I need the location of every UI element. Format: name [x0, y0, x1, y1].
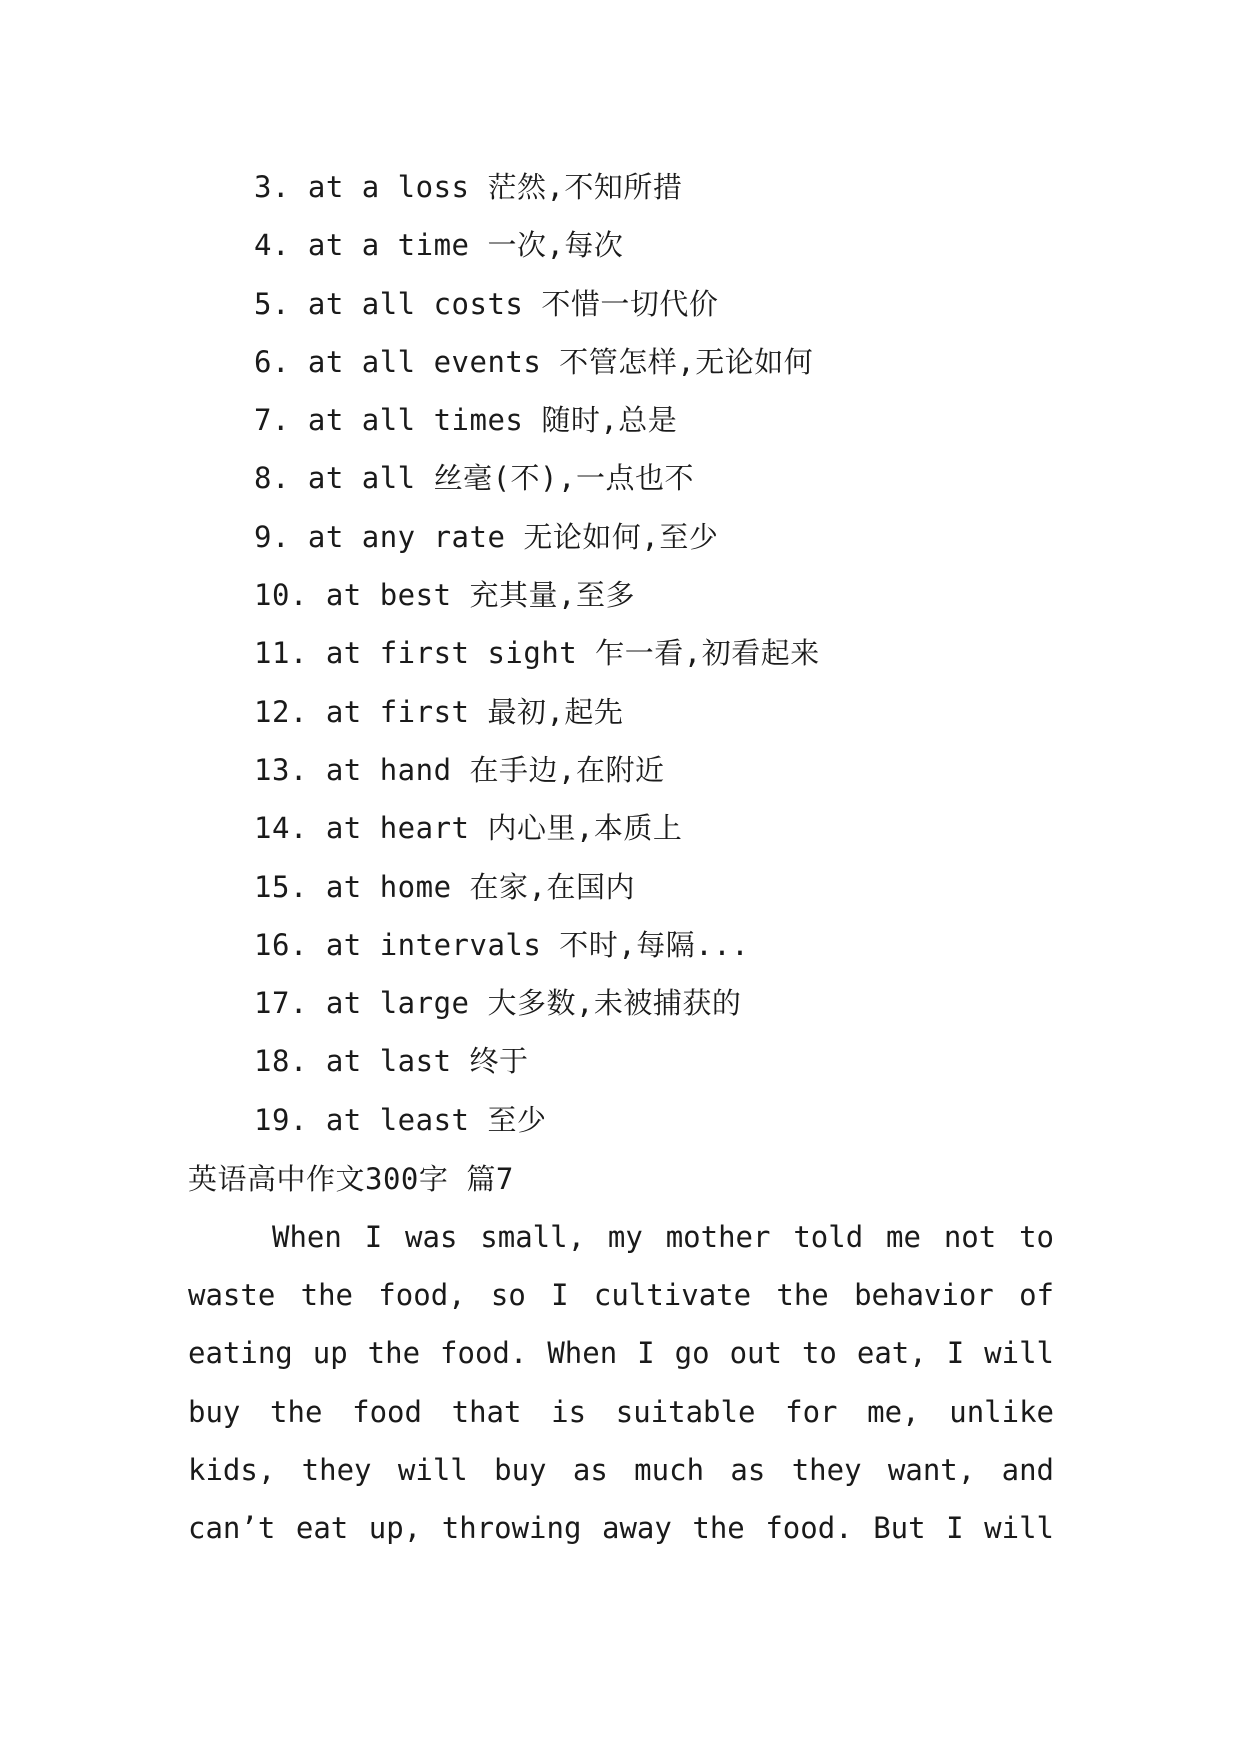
essay-line: waste the food, so I cultivate the behavior of — [188, 1278, 1054, 1313]
essay-line: kids, they will buy as much as they want, and — [188, 1452, 1054, 1487]
phrase-item: 19. at least 至少 — [254, 1102, 547, 1137]
phrase-item: 4. at a time 一次,每次 — [254, 228, 624, 263]
essay-line: buy the food that is suitable for me, unlike — [188, 1394, 1054, 1429]
phrase-item: 5. at all costs 不惜一切代价 — [254, 286, 719, 321]
essay-paragraph — [188, 1208, 1054, 1557]
phrase-item: 10. at best 充其量,至多 — [254, 578, 635, 613]
essay-line: can’t eat up, throwing away the food. But I will — [188, 1510, 1054, 1545]
section-heading: 英语高中作文300字 篇7 — [188, 1162, 514, 1196]
phrase-item: 12. at first 最初,起先 — [254, 694, 624, 729]
essay-line: eating up the food. When I go out to eat, I will — [188, 1336, 1054, 1371]
phrase-item: 8. at all 丝毫(不),一点也不 — [254, 461, 694, 496]
phrase-item: 17. at large 大多数,未被捕获的 — [254, 986, 742, 1021]
phrase-item: 13. at hand 在手边,在附近 — [254, 752, 665, 787]
essay-line: When I was small, my mother told me not to — [272, 1220, 1054, 1254]
phrase-item: 6. at all events 不管怎样,无论如何 — [254, 344, 814, 379]
phrase-item: 3. at a loss 茫然,不知所措 — [254, 170, 683, 204]
phrase-item: 14. at heart 内心里,本质上 — [254, 811, 683, 846]
phrase-list — [254, 158, 820, 1149]
phrase-item: 16. at intervals 不时,每隔... — [254, 927, 750, 962]
phrase-item: 11. at first sight 乍一看,初看起来 — [254, 636, 820, 671]
phrase-item: 7. at all times 随时,总是 — [254, 403, 678, 438]
phrase-item: 18. at last 终于 — [254, 1044, 529, 1079]
phrase-item: 15. at home 在家,在国内 — [254, 869, 635, 904]
phrase-item: 9. at any rate 无论如何,至少 — [254, 519, 719, 554]
